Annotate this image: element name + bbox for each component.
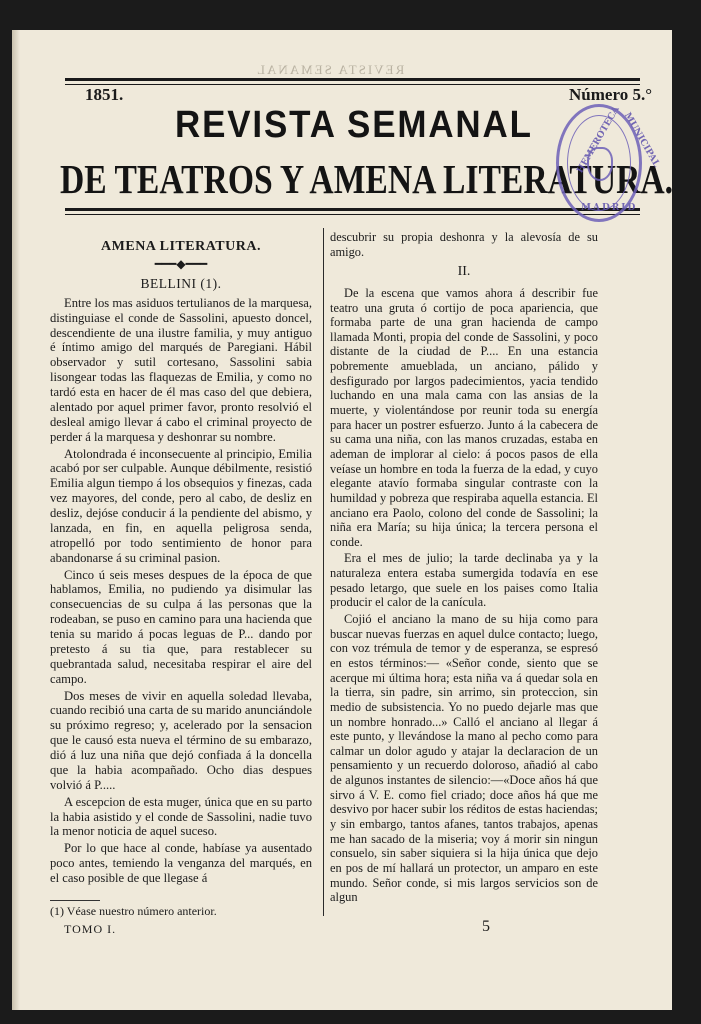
header-rule-top [65, 78, 640, 81]
library-stamp [556, 104, 662, 222]
stamp-text-left: HEMEROTECA [575, 104, 622, 176]
bleed-through-text: REVISTA SEMANAL [255, 62, 405, 77]
stamp-text-right: MUNICIPAL [621, 111, 662, 169]
volume-label: TOMO I. [64, 922, 117, 936]
section-number: II. [457, 264, 471, 280]
paragraph: Cinco ú seis meses despues de la época de que hablamos, Emilia, no pudiendo ya disimular las consecuencias de su culpa á las personas que la rodeaban, se puso en camino para una hacienda que tenia su marido á pocas leguas de P... dando por pretesto á su tia que, para restablecer su quebrantada salud, necesitaba respirar el aire del campo. [50, 567, 312, 686]
stamp-text-bottom: MADRID [581, 203, 638, 213]
page-number: 5 [482, 918, 490, 935]
paragraph: Entre los mas asiduos tertulianos de la marquesa, distinguiase el conde de Sassolini, apuesto doncel, descendiente de una ilustre familia, y muy antiguo é íntimo amigo del marqués de Paregiani. Hábil observador y sutil cortesano, Sassolini sabia lisongear todas las flaquezas de Emilia, y como no tardó esta en hacer de él mas caso del que debiera, alentado por aquel primer favor, pronto resolvió el desleal amigo llevar á cabo el criminal proyecto de perder á la marquesa y deshonrar su nombre. [50, 295, 312, 444]
paragraph: A escepcion de esta muger, única que en su parto la habia asistido y el conde de Sassolini, nadie tuvo la menor noticia de aquel suceso. [50, 794, 312, 839]
right-column [330, 230, 598, 907]
page-edge-shadow [12, 30, 20, 1010]
paragraph: Era el mes de julio; la tarde declinaba ya y la naturaleza entera estaba sumergida todavía en ese pesado letargo, que suele en los paises como Italia producir el calor de la canícula. [330, 551, 598, 610]
issue-number: Número 5.° [569, 85, 652, 104]
masthead-subtitle: DE TEATROS Y AMENA LITERATURA. [60, 156, 674, 202]
masthead-rule-bottom [65, 208, 640, 211]
paragraph: De la escena que vamos ahora á describir fue teatro una gruta ó cortijo de poca apariencia, que formaba parte de una gran hacienda de campo llamada Monti, propia del conde de Sassolini, y poco distante de la ciudad de P.... En una estancia pobremente amueblada, un anciano, pálido y desfigurado por largos padecimientos, yacia tendido luchando en una mala cama con las ansias de la muerte, y violentándose por reunir toda su energía para hacer un postrer esfuerzo. Junto á la cabecera de su cama una niña, con las manos cruzadas, estaba en ademan de implorar al cielo: á pocos pasos de ella veíase un hombre en toda la fuerza de la edad, y cuyo elegante atavío formaba singular contraste con la humildad y pobreza que respiraba aquella estancia. El anciano era Paolo, colono del conde de Sassolini; la niña era María; su hija única; la tercera persona el conde. [330, 285, 598, 549]
ornament-divider: ━━━◆━━━ [154, 256, 208, 271]
paragraph: Dos meses de vivir en aquella soledad llevaba, cuando recibió una carta de su marido anunciándole su próximo regreso; y, acelerado por la sensacion que le causó esta nueva el término de su embarazo, dió á luz una niña que dejó confiada á la doncella que la habia acompañado. Ocho dias despues volvió á P..... [50, 688, 312, 792]
left-column [50, 240, 312, 888]
paragraph-continuation: descubrir su propia deshonra y la alevosía de su amigo. [330, 230, 598, 259]
paragraph: Por lo que hace al conde, habíase ya ausentado poco antes, temiendo la venganza del marqués, en el caso posible de que llegase á [50, 841, 312, 885]
column-divider [323, 228, 324, 916]
header-rule-top-thin [65, 84, 640, 85]
section-title: AMENA LITERATURA. [101, 239, 261, 254]
paragraph: Atolondrada é inconsecuente al principio, Emilia acabó por ser culpable. Aunque débilmente, resistió Emilia algun tiempo á los obsequios y finezas, cada vez mayores, del conde, pero al cabo, de desliz en desliz, dejóse conducir á la pendiente del abismo, y lanzada, en fin, en aquella peligrosa senda, atropelló por todo sentimiento de honor para abandonarse á su criminal pasion. [50, 446, 312, 565]
masthead-title: REVISTA SEMANAL [175, 104, 533, 146]
article-title: BELLINI (1). [140, 275, 222, 291]
issue-year: 1851. [85, 85, 124, 104]
footnote: (1) Véase nuestro número anterior. [50, 904, 217, 918]
masthead-rule-bottom-thin [65, 214, 640, 215]
paragraph: Cojió el anciano la mano de su hija como para buscar nuevas fuerzas en aquel dulce contacto; luego, con voz trémula de temor y de esperanza, se espresó en estos términos:— «Señor conde, siento que se acerque mi última hora; esta niña va á quedar sola en la tierra, sin padre, sin arrimo, sin proteccion, sin medio de subsistencia. Yo no puedo dejarle mas que un nombre honrado...» Calló el anciano al llegar á este punto, y llevándose la mano al pecho como para calmar un dolor agudo y atajar la declaracion de un pensamiento y un recuerdo doloroso, añadió al cabo de algunos instantes de silencio:—«Doce años há que sirvo á V. E. como fiel criado; doce años há que me desvivo por hacer subir los réditos de estas haciendas; y sin embargo, tantos afanes, tantos trabajos, apenas me han sacado de la miseria; voy á morir sin ningun consuelo, sin saber siquiera si la hija única que dejo en pos de mí hallará un protector, un amparo en este mundo. Señor conde, si mis largos servicios son de algun [330, 612, 598, 905]
footnote-rule [50, 900, 100, 901]
